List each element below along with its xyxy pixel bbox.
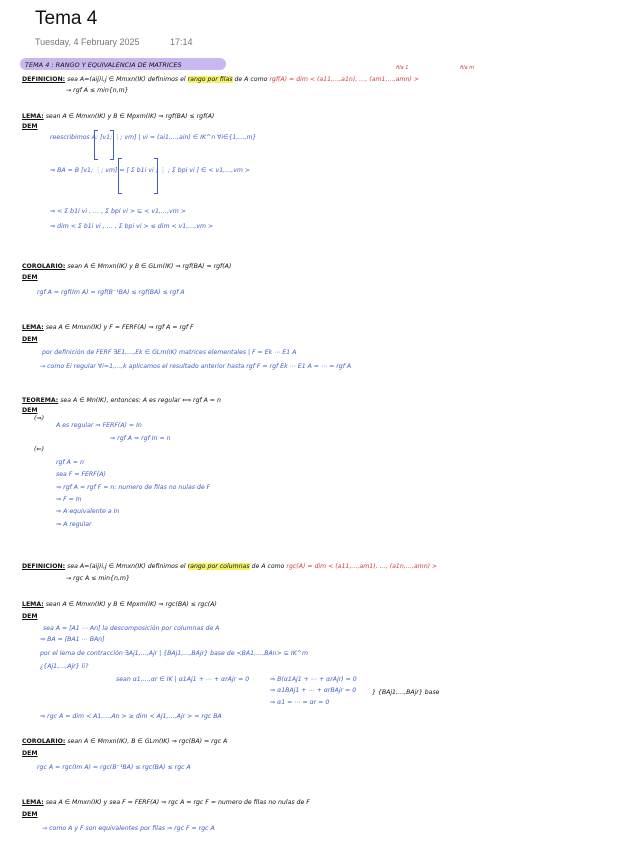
lema3-line1: sea A = [A1 ⋯ An] la descomposición por columnas de A	[43, 625, 220, 632]
lema4-line1: → como A y F son equivalentes por filas ⇒ rgc F = rgc A	[42, 825, 215, 832]
teorema-fwd-2: ⇒ rgf A = rgf In = n	[110, 435, 171, 442]
lema3-line7: ⇒ α1BAj1 + ⋯ + αrBAjr = 0	[270, 687, 357, 694]
dem-label: DEM	[22, 274, 38, 281]
teorema-label: TEOREMA:	[22, 397, 59, 404]
lema3-line5: sean α1,…,αr ∈ IK | α1Aj1 + ⋯ + αrAjr = 0	[116, 676, 250, 683]
rango-filas-highlight: rango por filas	[187, 76, 233, 83]
row-definition	[22, 77, 419, 83]
corolario2	[22, 739, 227, 745]
teorema-text: sea A ∈ Mn(IK), entonces: A es regular ⟺ rgf A = n	[60, 397, 221, 404]
lema-label: LEMA:	[22, 601, 44, 608]
dem-label: DEM	[22, 613, 38, 620]
page-title: Tema 4	[35, 8, 98, 29]
lema1	[22, 114, 214, 120]
lema-label: LEMA:	[22, 799, 44, 806]
rango-columnas-highlight: rango por columnas	[187, 563, 250, 570]
dem-label: DEM	[22, 123, 38, 130]
lema1-line3: ⇒ < Σ b1i vi , … , Σ bpi vi > ⊆ < v1,…,vm >	[50, 208, 186, 215]
lema1-line2: ⇒ BA = B [v1; ⋮; vm] = [ Σ b1i vi ; ⋮ ; Σ bpi vi ] ∈ < v1,…,vm >	[50, 167, 251, 174]
lema3-text: sean A ∈ Mmxn(IK) y B ∈ Mpxm(IK) ⇒ rgc(BA) ≤ rgc(A)	[45, 601, 217, 608]
corolario1-line1: rgf A = rgf(Im A) = rgf(B⁻¹BA) ≤ rgf(BA) ≤ rgf A	[37, 289, 185, 296]
teorema-bwd-2: sea F = FERF(A)	[56, 471, 106, 478]
matrix-bracket-right	[110, 130, 114, 160]
row-rank-consequence: → rgf A ≤ min{n,m}	[66, 87, 129, 94]
lema2	[22, 325, 194, 331]
dem-label: DEM	[22, 811, 38, 818]
sum-bracket-right	[154, 158, 158, 194]
corolario1	[22, 264, 231, 270]
section-heading: TEMA 4 : RANGO Y EQUIVALENCIA DE MATRICES	[25, 61, 182, 69]
teorema-bwd-1: rgf A = n	[56, 459, 84, 466]
definition-label: DEFINICION:	[22, 76, 66, 83]
dem-label: DEM	[22, 407, 38, 414]
teorema-bwd-6: ⇒ A regular	[56, 521, 92, 528]
col-definition	[22, 564, 437, 570]
lema3-line8: ⇒ α1 = ⋯ = αr = 0	[270, 699, 330, 706]
lema3-line2: ⇒ BA = [BA1 ⋯ BAn]	[40, 636, 105, 643]
lema2-line2: → como Ei regular ∀i=1,…,k aplicamos el resultado anterior hasta rgf F = rgf Ek ⋯ E1 A = ⋯ = rgf A	[40, 363, 352, 370]
dem-label: DEM	[22, 750, 38, 757]
lema1-text: sean A ∈ Mmxn(IK) y B ∈ Mpxm(IK) ⇒ rgf(BA) ≤ rgf(A)	[45, 113, 215, 120]
lema1-line4: ⇒ dim < Σ b1i vi , … , Σ bpi vi > ≤ dim < v1,…,vm >	[50, 223, 214, 230]
lema3-line9: ⇒ rgc A = dim < A1,…,An > ≥ dim < Aj1,…,Ajr > = rgc BA	[40, 713, 222, 720]
teorema-bwd-3: ⇒ rgf A = rgf F = n: numero de filas no nulas de F	[56, 484, 211, 491]
lema-label: LEMA:	[22, 324, 44, 331]
corolario-label: COROLARIO:	[22, 263, 66, 270]
definition-label: DEFINICION:	[22, 563, 66, 570]
lema3-line3: por el lema de contracción ∃Aj1,…,Ajr | {BAj1,…,BAjr} base de <BA1,…,BAn> ⊆ IK^m	[40, 650, 308, 657]
corolario2-text: sean A ∈ Mmxn(IK), B ∈ GLm(IK) ⇒ rgc(BA) = rgc A	[67, 738, 228, 745]
col-definition-text: sea A=(aij)i,j ∈ Mmxn(IK) definimos el	[67, 563, 186, 570]
sum-bracket-left	[118, 158, 122, 194]
col-rank-consequence: → rgc A ≤ min{n,m}	[66, 575, 130, 582]
lema1-line1: reescribimos A: [v1; ⋮; vm] | vi = (ai1,…,ain) ∈ IK^n ∀i∈{1,…,m}	[50, 134, 257, 141]
fila-1-annotation: fila 1	[396, 65, 409, 71]
corolario2-line1: rgc A = rgc(Im A) = rgc(B⁻¹BA) ≤ rgc(BA) ≤ rgc A	[37, 764, 191, 771]
lema2-text: sea A ∈ Mmxn(IK) y F = FERF(A) ⇒ rgf A = rgf F	[45, 324, 194, 331]
page-time: 17:14	[170, 37, 193, 47]
fila-m-annotation: fila m	[460, 65, 475, 71]
lema3	[22, 602, 217, 608]
matrix-bracket-left	[94, 130, 98, 160]
lema3-line6: ⇒ B(α1Aj1 + ⋯ + αrAjr) = 0	[270, 676, 357, 683]
teorema-bwd-5: ⇒ A equivalente a In	[56, 508, 120, 515]
lema3-side-note: } {BAj1,…,BAjr} base	[372, 689, 440, 696]
teorema	[22, 398, 221, 404]
lema2-line1: por definición de FERF ∃E1,…,Ek ∈ GLm(IK) matrices elementales | F = Ek ⋯ E1 A	[42, 349, 297, 356]
col-definition-rest: de A como	[251, 563, 285, 570]
lema4	[22, 800, 310, 806]
lema3-line4: ¿{Aj1,…,Ajr} li?	[40, 663, 89, 670]
teorema-fwd-1: A es regular ⇒ FERF(A) = In	[56, 422, 142, 429]
dem-label: DEM	[22, 336, 38, 343]
lema-label: LEMA:	[22, 113, 44, 120]
backward-direction: (⇐)	[34, 446, 45, 453]
page-date: Tuesday, 4 February 2025	[35, 37, 140, 47]
corolario1-text: sean A ∈ Mmxn(IK) y B ∈ GLm(IK) ⇒ rgf(BA) = rgf(A)	[67, 263, 232, 270]
lema4-text: sea A ∈ Mmxn(IK) y sea F = FERF(A) ⇒ rgc A = rgc F = numero de filas no nulas de F	[45, 799, 310, 806]
corolario-label: COROLARIO:	[22, 738, 66, 745]
forward-direction: (⇒)	[34, 415, 45, 422]
col-rank-formula: rgc(A) = dim < (a11,…,am1), …, (a1n,…,amn) >	[286, 563, 438, 570]
row-rank-formula: rgf(A) = dim < (a11,…,a1n), …, (am1,…,amn) >	[269, 76, 419, 83]
row-definition-text: sea A=(aij)i,j ∈ Mmxn(IK) definimos el	[67, 76, 186, 83]
row-definition-rest: de A como	[234, 76, 268, 83]
teorema-bwd-4: ⇒ F = In	[56, 496, 82, 503]
